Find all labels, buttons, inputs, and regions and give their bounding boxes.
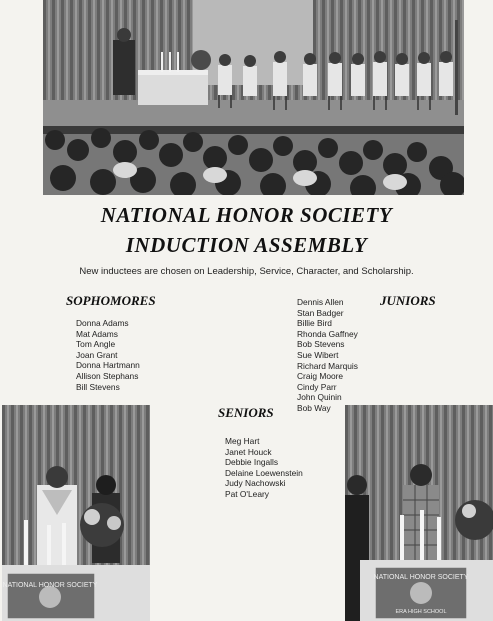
assembly-stage-illustration [43, 0, 464, 195]
list-item: John Quinin [297, 392, 342, 403]
list-item: Donna Hartmann [76, 360, 140, 371]
list-item: Bob Way [297, 402, 331, 413]
list-item: Judy Nachowski [225, 478, 286, 489]
seniors-heading: SENIORS [218, 405, 274, 420]
list-item: Bill Stevens [76, 381, 120, 392]
list-item: Bob Stevens [297, 339, 345, 350]
list-item: Janet Houck [225, 446, 272, 457]
candle-lighting-illustration-left [2, 405, 150, 621]
list-item: Delaine Loewenstein [225, 467, 303, 478]
list-item: Meg Hart [225, 436, 260, 446]
list-item: Pat O'Leary [225, 488, 269, 499]
juniors-heading: JUNIORS [380, 293, 436, 308]
juniors-list [297, 297, 358, 414]
list-item: Billie Bird [297, 318, 332, 329]
list-item: Mat Adams [76, 328, 118, 339]
page-title-line-2: INDUCTION ASSEMBLY [125, 233, 368, 257]
sophomores-heading: SOPHOMORES [66, 293, 156, 308]
banner-subtext-right: ERA HIGH SCHOOL [395, 609, 447, 615]
banner-text-right: NATIONAL HONOR SOCIETY [373, 574, 469, 581]
candle-lighting-photo-right [345, 405, 493, 621]
list-item: Joan Grant [76, 349, 118, 360]
page-subtitle: New inductees are chosen on Leadership, Service, Character, and Scholarship. [79, 266, 414, 277]
list-item: Donna Adams [76, 318, 129, 328]
list-item: Cindy Parr [297, 381, 337, 392]
banner-text-left: NATIONAL HONOR SOCIETY [2, 582, 98, 589]
list-item: Dennis Allen [297, 297, 344, 307]
list-item: Allison Stephans [76, 370, 139, 381]
candle-lighting-illustration-right [345, 405, 493, 621]
sophomores-list [76, 318, 140, 392]
list-item: Debbie Ingalls [225, 457, 279, 468]
list-item: Tom Angle [76, 339, 116, 350]
assembly-stage-photo [43, 0, 464, 195]
seniors-list [225, 436, 303, 500]
list-item: Stan Badger [297, 307, 344, 318]
page-title-line-1: NATIONAL HONOR SOCIETY [100, 203, 393, 227]
list-item: Rhonda Gaffney [297, 328, 358, 339]
list-item: Craig Moore [297, 371, 344, 382]
list-item: Sue Wibert [297, 349, 339, 360]
candle-lighting-photo-left [2, 405, 150, 621]
list-item: Richard Marquis [297, 360, 358, 371]
